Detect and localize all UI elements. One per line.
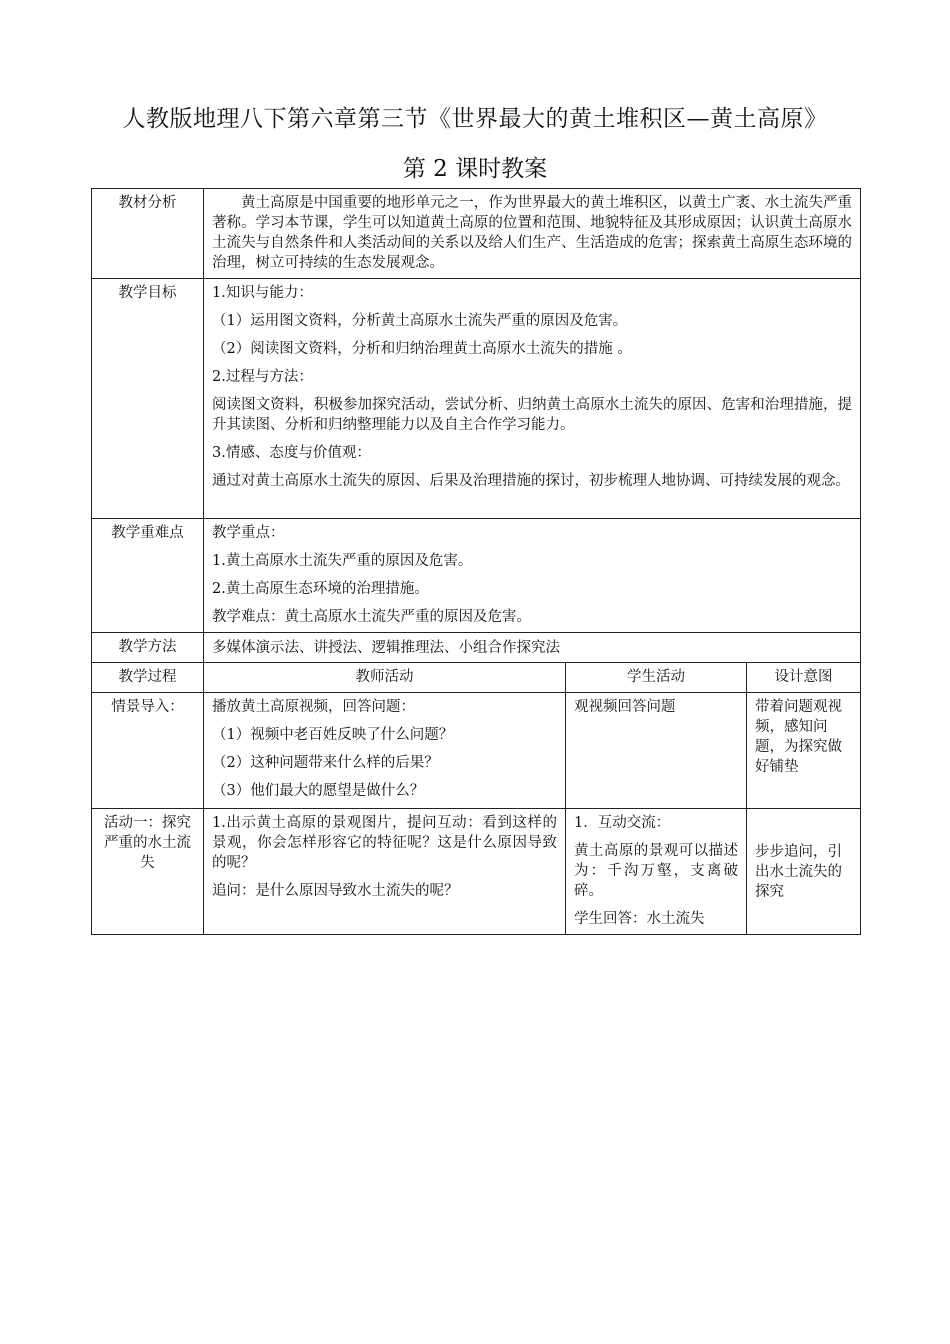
keypoints-item-2: 2.黄土高原生态环境的治理措施。	[212, 581, 429, 597]
table-row-analysis	[92, 189, 861, 279]
goals-heading-3: 3.情感、态度与价值观：	[212, 445, 371, 461]
goals-heading-1: 1.知识与能力：	[212, 285, 313, 301]
goals-label: 教学目标	[92, 279, 204, 519]
table-row-intro	[92, 693, 861, 809]
header-teacher: 教师活动	[204, 663, 566, 693]
activity1-intent: 步步追问，引出水土流失的探究	[747, 809, 861, 935]
analysis-label: 教材分析	[92, 189, 204, 279]
activity1-teacher-step-1: 1.出示黄土高原的景观图片，提问互动：看到这样的景观，你会怎样形容它的特征呢？这是什么原因导致的呢？	[212, 815, 557, 871]
goals-heading-2: 2.过程与方法：	[212, 369, 313, 385]
keypoints-label: 教学重难点	[92, 519, 204, 633]
intro-student: 观视频回答问题	[566, 693, 747, 809]
intro-intent: 带着问题观视频，感知问题，为探究做好铺垫	[747, 693, 861, 809]
keypoints-cell	[204, 519, 861, 633]
activity1-student-cell	[566, 809, 747, 935]
keypoints-heading: 教学重点：	[212, 525, 285, 541]
activity1-stage: 活动一：探究严重的水土流失	[92, 809, 204, 935]
header-intent: 设计意图	[747, 663, 861, 693]
document-title: 人教版地理八下第六章第三节《世界最大的黄土堆积区—黄土高原》	[122, 106, 828, 132]
intro-question-3: （3）他们最大的愿望是做什么？	[212, 783, 425, 799]
intro-question-1: （1）视频中老百姓反映了什么问题？	[212, 727, 454, 743]
keypoints-difficulty: 教学难点：黄土高原水土流失严重的原因及危害。	[212, 609, 531, 625]
table-row-goals	[92, 279, 861, 519]
methods-text: 多媒体演示法、讲授法、逻辑推理法、小组合作探究法	[204, 633, 861, 663]
goals-process-text: 阅读图文资料，积极参加探究活动，尝试分析、归纳黄土高原水土流失的原因、危害和治理措施，提升其读图、分析和归纳整理能力以及自主合作学习能力。	[212, 397, 852, 433]
table-row-activity1	[92, 809, 861, 935]
table-row-process-header	[92, 663, 861, 693]
activity1-student-answer: 学生回答：水土流失	[574, 911, 705, 927]
intro-teacher-cell	[204, 693, 566, 809]
goals-cell	[204, 279, 861, 519]
activity1-teacher-cell	[204, 809, 566, 935]
activity1-teacher-followup: 追问：是什么原因导致水土流失的呢？	[212, 883, 459, 899]
lesson-plan-table	[91, 188, 861, 935]
analysis-text: 黄土高原是中国重要的地形单元之一，作为世界最大的黄土堆积区，以黄土广袤、水土流失严重著称。学习本节课，学生可以知道黄土高原的位置和范围、地貌特征及其形成原因；认识黄土高原水土流失与自然条件和人类活动间的关系以及给人们生产、生活造成的危害；探索黄土高原生态环境的治理，树立可持续的生态发展观念。	[212, 195, 852, 271]
activity1-student-step-1: 1．互动交流：	[574, 815, 671, 831]
activity1-student-description: 黄土高原的景观可以描述为：千沟万壑，支离破碎。	[574, 843, 738, 899]
goals-item-1: （1）运用图文资料，分析黄土高原水土流失严重的原因及危害。	[212, 313, 628, 329]
analysis-cell	[204, 189, 861, 279]
methods-label: 教学方法	[92, 633, 204, 663]
goals-values-text: 通过对黄土高原水土流失的原因、后果及治理措施的探讨，初步梳理人地协调、可持续发展的观念。	[212, 473, 850, 489]
table-row-methods	[92, 633, 861, 663]
header-student: 学生活动	[566, 663, 747, 693]
table-row-keypoints	[92, 519, 861, 633]
header-process: 教学过程	[92, 663, 204, 693]
intro-question-2: （2）这种问题带来什么样的后果？	[212, 755, 439, 771]
goals-item-2: （2）阅读图文资料，分析和归纳治理黄土高原水土流失的措施 。	[212, 341, 632, 357]
intro-teacher-prompt: 播放黄土高原视频，回答问题：	[212, 699, 415, 715]
keypoints-item-1: 1.黄土高原水土流失严重的原因及危害。	[212, 553, 473, 569]
intro-stage: 情景导入：	[92, 693, 204, 809]
document-subtitle: 第 2 课时教案	[402, 156, 548, 182]
